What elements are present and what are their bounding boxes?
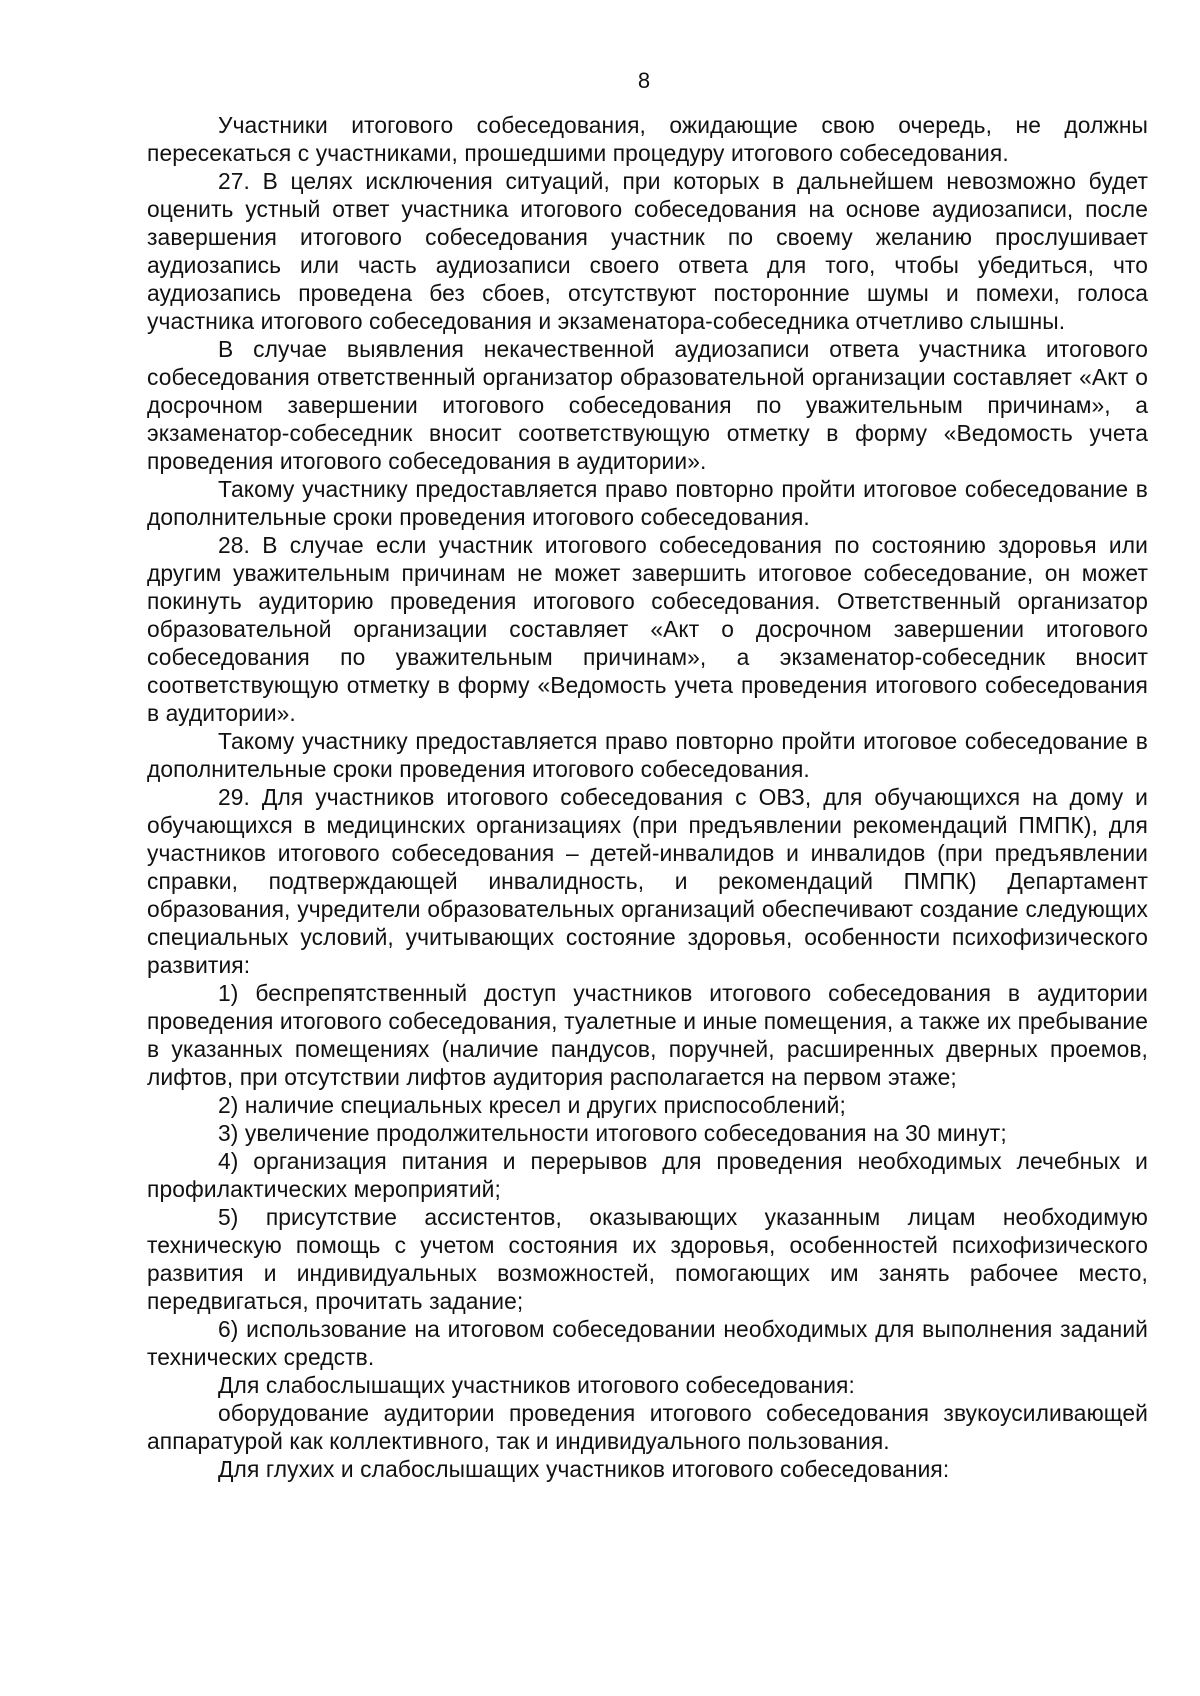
paragraph-poor-audio-recording: В случае выявления некачественной аудиозаписи ответа участника итогового собеседования ответственный организатор образовательной организации составляет «Акт о досрочном завершении итогового собеседования по уважительным причинам», а экзаменатор-собеседник вносит соответствующую отметку в форму «Ведомость учета проведения итогового собеседования в аудитории». [147,336,1148,474]
list-item-4: 4) организация питания и перерывов для проведения необходимых лечебных и профилактических мероприятий; [147,1148,1148,1202]
list-item-5: 5) присутствие ассистентов, оказывающих указанным лицам необходимую техническую помощь с учетом состояния их здоровья, особенностей психофизического развития и индивидуальных возможностей, помогающих им занять рабочее место, передвигаться, прочитать задание; [147,1204,1148,1314]
paragraph-sound-amplifying-equipment: оборудование аудитории проведения итогового собеседования звукоусиливающей аппаратурой как коллективного, так и индивидуального пользования. [147,1400,1148,1454]
paragraph-item-27: 27. В целях исключения ситуаций, при которых в дальнейшем невозможно будет оценить устный ответ участника итогового собеседования на основе аудиозаписи, после завершения итогового собеседования участник по своему желанию прослушивает аудиозапись или часть аудиозаписи своего ответа для того, чтобы убедиться, что аудиозапись проведена без сбоев, отсутствуют посторонние шумы и помехи, голоса участника итогового собеседования и экзаменатора-собеседника отчетливо слышны. [147,168,1148,334]
paragraph-item-29: 29. Для участников итогового собеседования с ОВЗ, для обучающихся на дому и обучающихся в медицинских организациях (при предъявлении рекомендаций ПМПК), для участников итогового собеседования – детей-инвалидов и инвалидов (при предъявлении справки, подтверждающей инвалидность, и рекомендаций ПМПК) Департамент образования, учредители образовательных организаций обеспечивают создание следующих специальных условий, учитывающих состояние здоровья, особенности психофизического развития: [147,784,1148,978]
page-number: 8 [637,68,651,93]
paragraph-retake-right-2: Такому участнику предоставляется право повторно пройти итоговое собеседование в дополнительные сроки проведения итогового собеседования. [147,728,1148,782]
paragraph-waiting-participants: Участники итогового собеседования, ожидающие свою очередь, не должны пересекаться с участниками, прошедшими процедуру итогового собеседования. [147,112,1148,166]
list-item-3: 3) увеличение продолжительности итогового собеседования на 30 минут; [218,1120,1007,1146]
list-item-2: 2) наличие специальных кресел и других приспособлений; [218,1092,846,1118]
paragraph-deaf-heading: Для глухих и слабослышащих участников итогового собеседования: [218,1456,950,1482]
paragraph-retake-right-1: Такому участнику предоставляется право повторно пройти итоговое собеседование в дополнительные сроки проведения итогового собеседования. [147,476,1148,530]
paragraph-hard-of-hearing-heading: Для слабослышащих участников итогового собеседования: [218,1372,855,1398]
paragraph-item-28: 28. В случае если участник итогового собеседования по состоянию здоровья или другим уважительным причинам не может завершить итоговое собеседование, он может покинуть аудиторию проведения итогового собеседования. Ответственный организатор образовательной организации составляет «Акт о досрочном завершении итогового собеседования по уважительным причинам», а экзаменатор-собеседник вносит соответствующую отметку в форму «Ведомость учета проведения итогового собеседования в аудитории». [147,532,1148,726]
document-body [147,111,1148,1483]
list-item-1: 1) беспрепятственный доступ участников итогового собеседования в аудитории проведения итогового собеседования, туалетные и иные помещения, а также их пребывание в указанных помещениях (наличие пандусов, поручней, расширенных дверных проемов, лифтов, при отсутствии лифтов аудитория располагается на первом этаже; [147,980,1148,1090]
list-item-6: 6) использование на итоговом собеседовании необходимых для выполнения заданий технических средств. [147,1316,1148,1370]
